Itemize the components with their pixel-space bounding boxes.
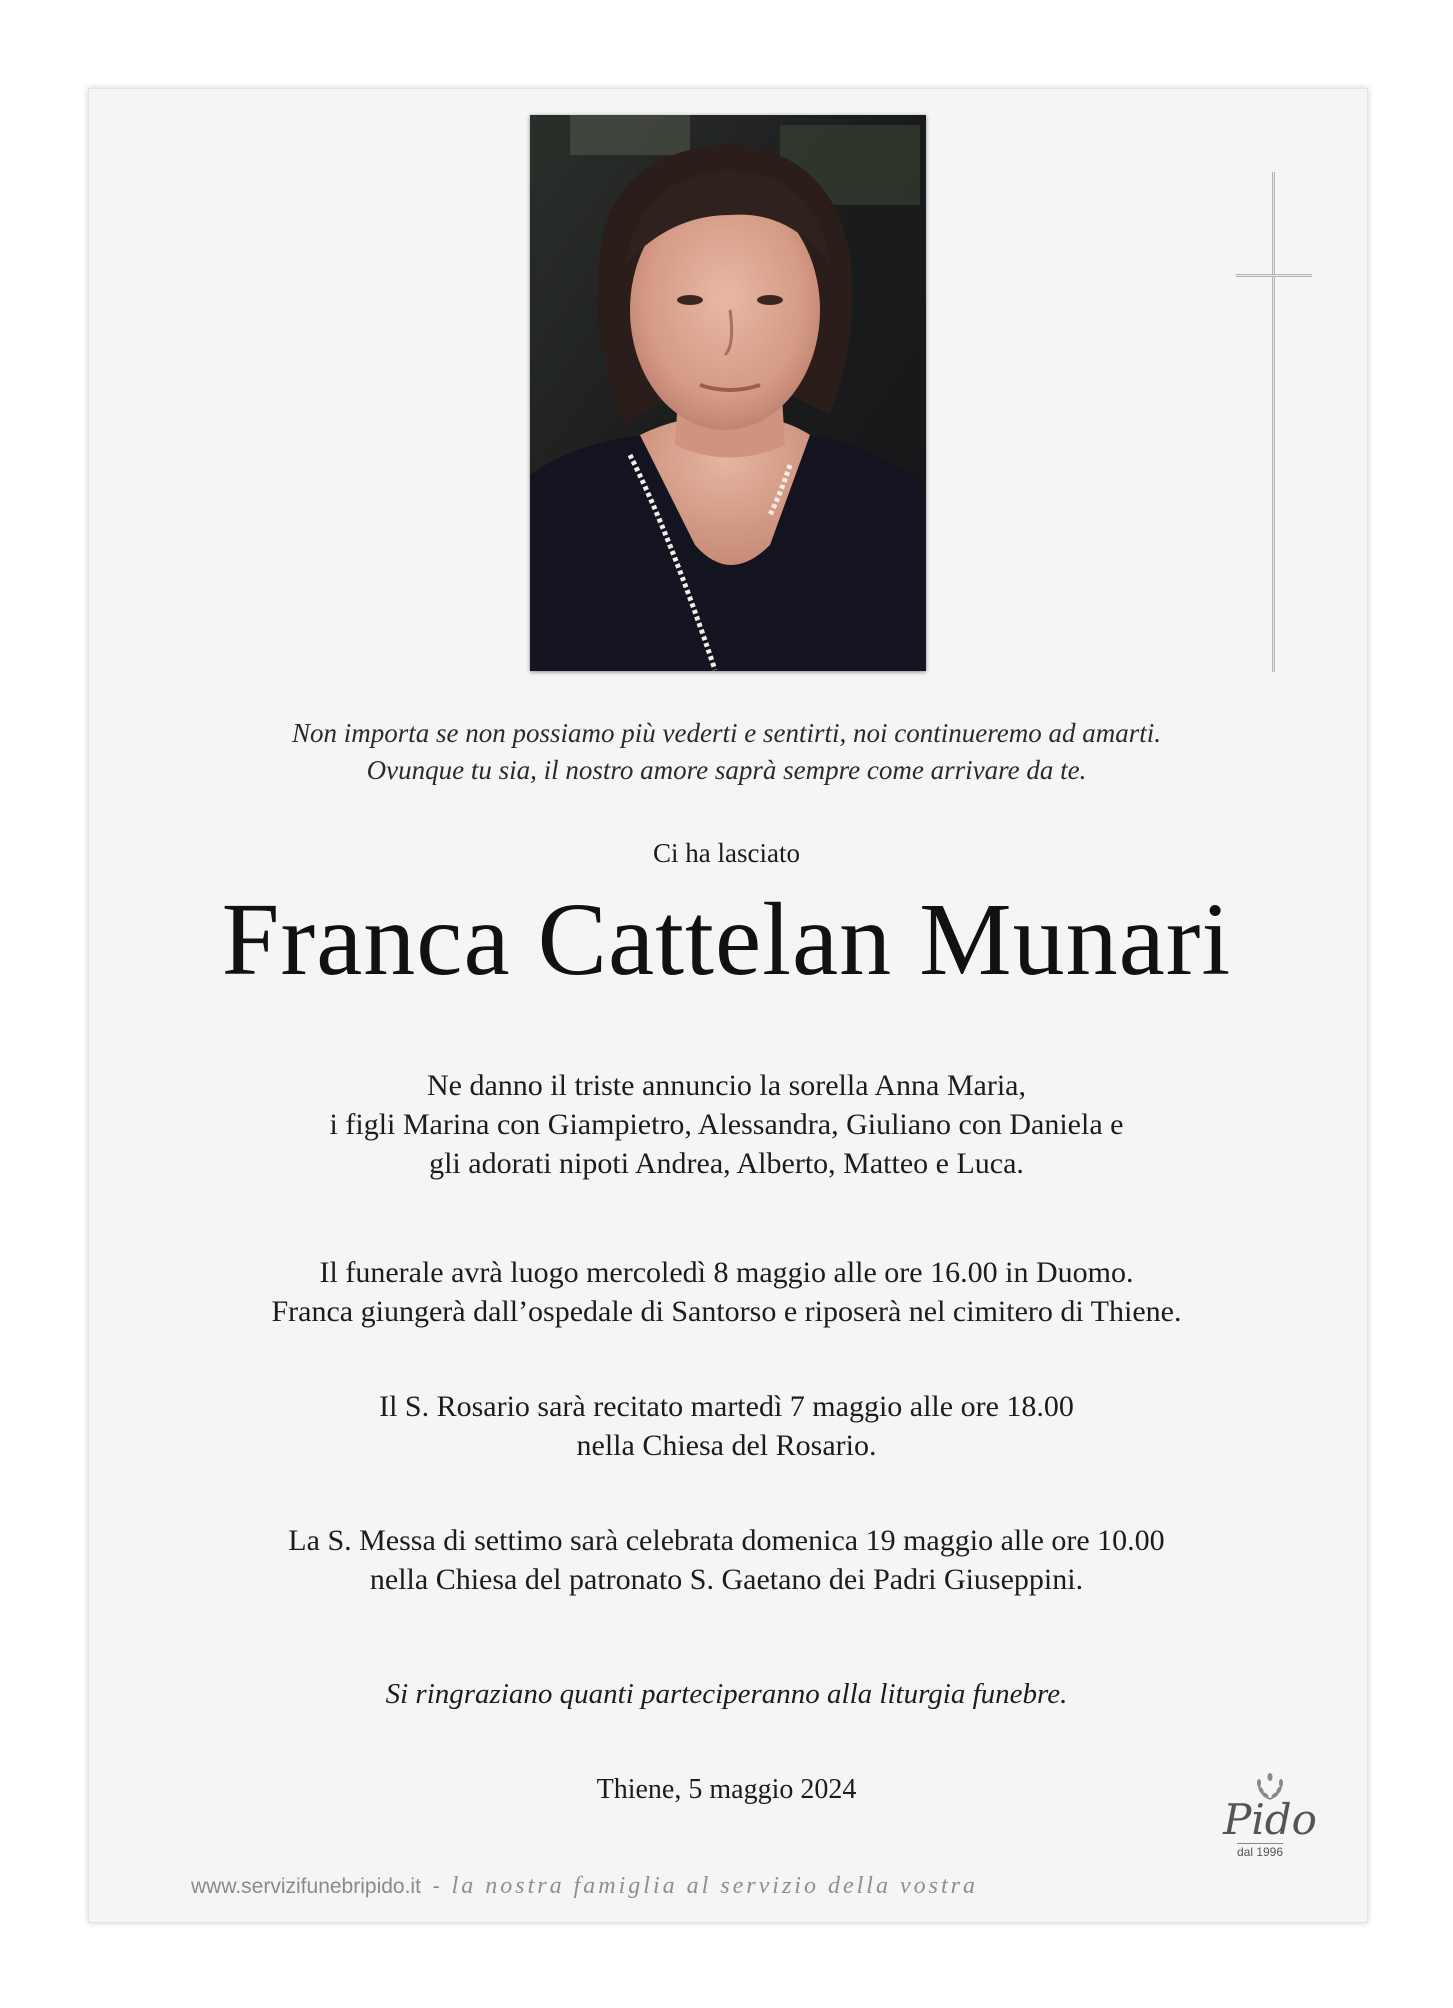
mass-line: La S. Messa di settimo sarà celebrata domenica 19 maggio alle ore 10.00 (288, 1524, 1165, 1557)
memorial-quote (0, 715, 1453, 789)
logo-brand: Pido (1223, 1795, 1317, 1844)
announcement-line: Ne danno il triste annuncio la sorella Anna Maria, (427, 1069, 1026, 1102)
announcement-paragraph (0, 1066, 1453, 1183)
portrait-photo (530, 115, 926, 671)
place-date: Thiene, 5 maggio 2024 (596, 1774, 857, 1805)
announcement-line: gli adorati nipoti Andrea, Alberto, Matteo e Luca. (429, 1147, 1024, 1180)
pido-logo (1205, 1771, 1335, 1891)
cross-icon (1236, 172, 1312, 674)
mass-line: nella Chiesa del patronato S. Gaetano dei Padri Giuseppini. (369, 1563, 1084, 1596)
logo-since: dal 1996 (1236, 1845, 1284, 1859)
rosary-line: Il S. Rosario sarà recitato martedì 7 maggio alle ore 18.00 (379, 1390, 1074, 1423)
mass-paragraph (0, 1521, 1453, 1599)
footer (191, 1873, 978, 1900)
quote-line: Ovunque tu sia, il nostro amore saprà sempre come arrivare da te. (366, 755, 1087, 785)
footer-separator: - (432, 1875, 440, 1898)
announcement-line: i figli Marina con Giampietro, Alessandra, Giuliano con Daniela e (329, 1108, 1124, 1141)
quote-line: Non importa se non possiamo più vederti e sentirti, noi continueremo ad amarti. (292, 718, 1161, 748)
website-link[interactable]: www.servizifunebripido.it (191, 1875, 421, 1898)
funeral-line: Franca giungerà dall’ospedale di Santorso e riposerà nel cimitero di Thiene. (271, 1295, 1182, 1328)
rosary-paragraph (0, 1387, 1453, 1465)
thanks-text: Si ringraziano quanti parteciperanno alla liturgia funebre. (385, 1678, 1068, 1710)
funeral-line: Il funerale avrà luogo mercoledì 8 maggio alle ore 16.00 in Duomo. (319, 1256, 1134, 1289)
intro-text: Ci ha lasciato (653, 838, 800, 868)
deceased-name: Franca Cattelan Munari (221, 882, 1232, 997)
funeral-paragraph (0, 1253, 1453, 1331)
rosary-line: nella Chiesa del Rosario. (576, 1429, 877, 1462)
footer-motto: la nostra famiglia al servizio della vostra (451, 1873, 978, 1899)
